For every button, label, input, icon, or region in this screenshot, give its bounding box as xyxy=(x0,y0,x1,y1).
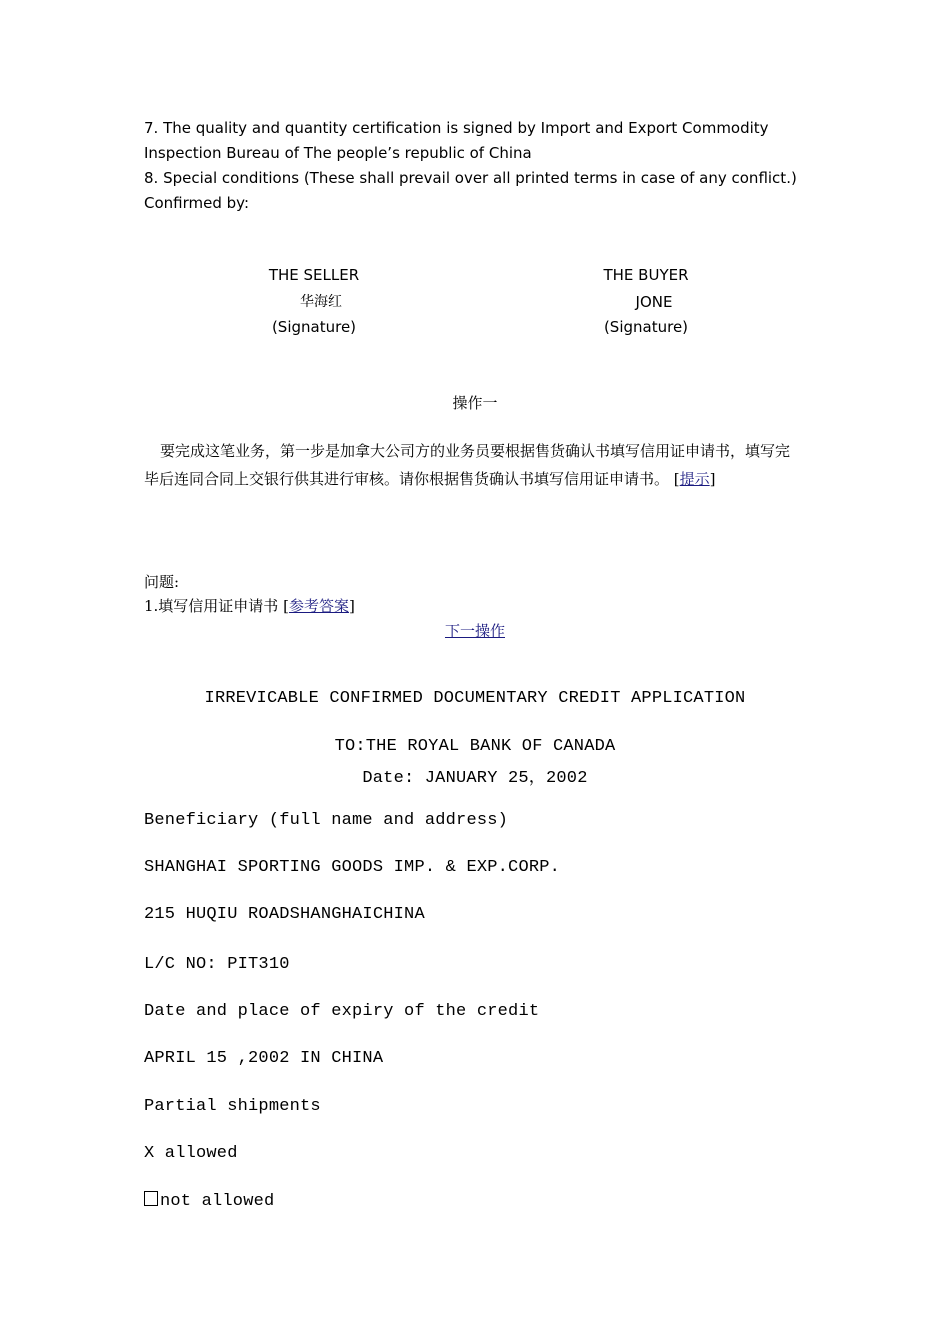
seller-name: 华海红 xyxy=(300,294,342,310)
buyer-signature-label: (Signature) xyxy=(603,318,689,336)
lc-number: L/C NO: PIT310 xyxy=(144,955,290,974)
term-item-8: 8. Special conditions (These shall prevail over all printed terms in case of any conflict.) xyxy=(144,169,797,187)
term-item-7: 7. The quality and quantity certification is signed by Import and Export Commodity Inspection Bureau of The people’s republic of China xyxy=(144,119,769,162)
hint-close-bracket: ] xyxy=(709,470,716,488)
question-section xyxy=(144,570,814,618)
question-item-text: 1.填写信用证申请书 xyxy=(144,597,279,615)
next-operation-link[interactable]: 下一操作 xyxy=(444,622,505,640)
buyer-name: JONE xyxy=(635,293,673,311)
reference-answer-link[interactable]: 参考答案 xyxy=(288,597,349,615)
operation-title: 操作一 xyxy=(452,394,498,412)
partial-shipments-label: Partial shipments xyxy=(144,1097,321,1116)
partial-not-allowed-option xyxy=(144,1191,274,1211)
operation-description-text: 要完成这笔业务，第一步是加拿大公司方的业务员要根据售货确认书填写信用证申请书，填写完毕后连同合同上交银行供其进行审核。请你根据售货确认书填写信用证申请书。 xyxy=(144,442,791,488)
confirmed-by-label: Confirmed by: xyxy=(144,194,249,212)
seller-signature-block xyxy=(234,263,394,340)
buyer-signature-block xyxy=(566,263,726,340)
hint-link[interactable]: 提示 xyxy=(679,470,710,488)
application-to: TO:THE ROYAL BANK OF CANADA xyxy=(334,737,616,756)
partial-allowed-option: X allowed xyxy=(144,1144,238,1163)
answer-close-bracket: ] xyxy=(348,597,355,615)
next-operation xyxy=(0,620,950,641)
beneficiary-address: 215 HUQIU ROADSHANGHAICHINA xyxy=(144,905,425,924)
expiry-label: Date and place of expiry of the credit xyxy=(144,1002,540,1021)
hint-open-bracket: [ xyxy=(673,470,680,488)
empty-checkbox-icon xyxy=(144,1191,158,1206)
contract-terms xyxy=(144,116,814,216)
answer-open-bracket: [ xyxy=(283,597,289,615)
beneficiary-name: SHANGHAI SPORTING GOODS IMP. & EXP.CORP. xyxy=(144,858,561,877)
not-allowed-label: not allowed xyxy=(160,1192,275,1211)
application-title: IRREVICABLE CONFIRMED DOCUMENTARY CREDIT APPLICATION xyxy=(204,689,746,708)
seller-signature-label: (Signature) xyxy=(271,318,357,336)
expiry-value: APRIL 15 ,2002 IN CHINA xyxy=(144,1049,384,1068)
seller-heading: THE SELLER xyxy=(268,266,360,284)
question-label: 问题: xyxy=(144,573,180,591)
application-date: Date: JANUARY 25，2002 xyxy=(362,769,588,788)
buyer-heading: THE BUYER xyxy=(603,266,689,284)
beneficiary-label: Beneficiary (full name and address) xyxy=(144,811,509,830)
question-item xyxy=(144,594,814,618)
operation-description xyxy=(144,437,804,493)
